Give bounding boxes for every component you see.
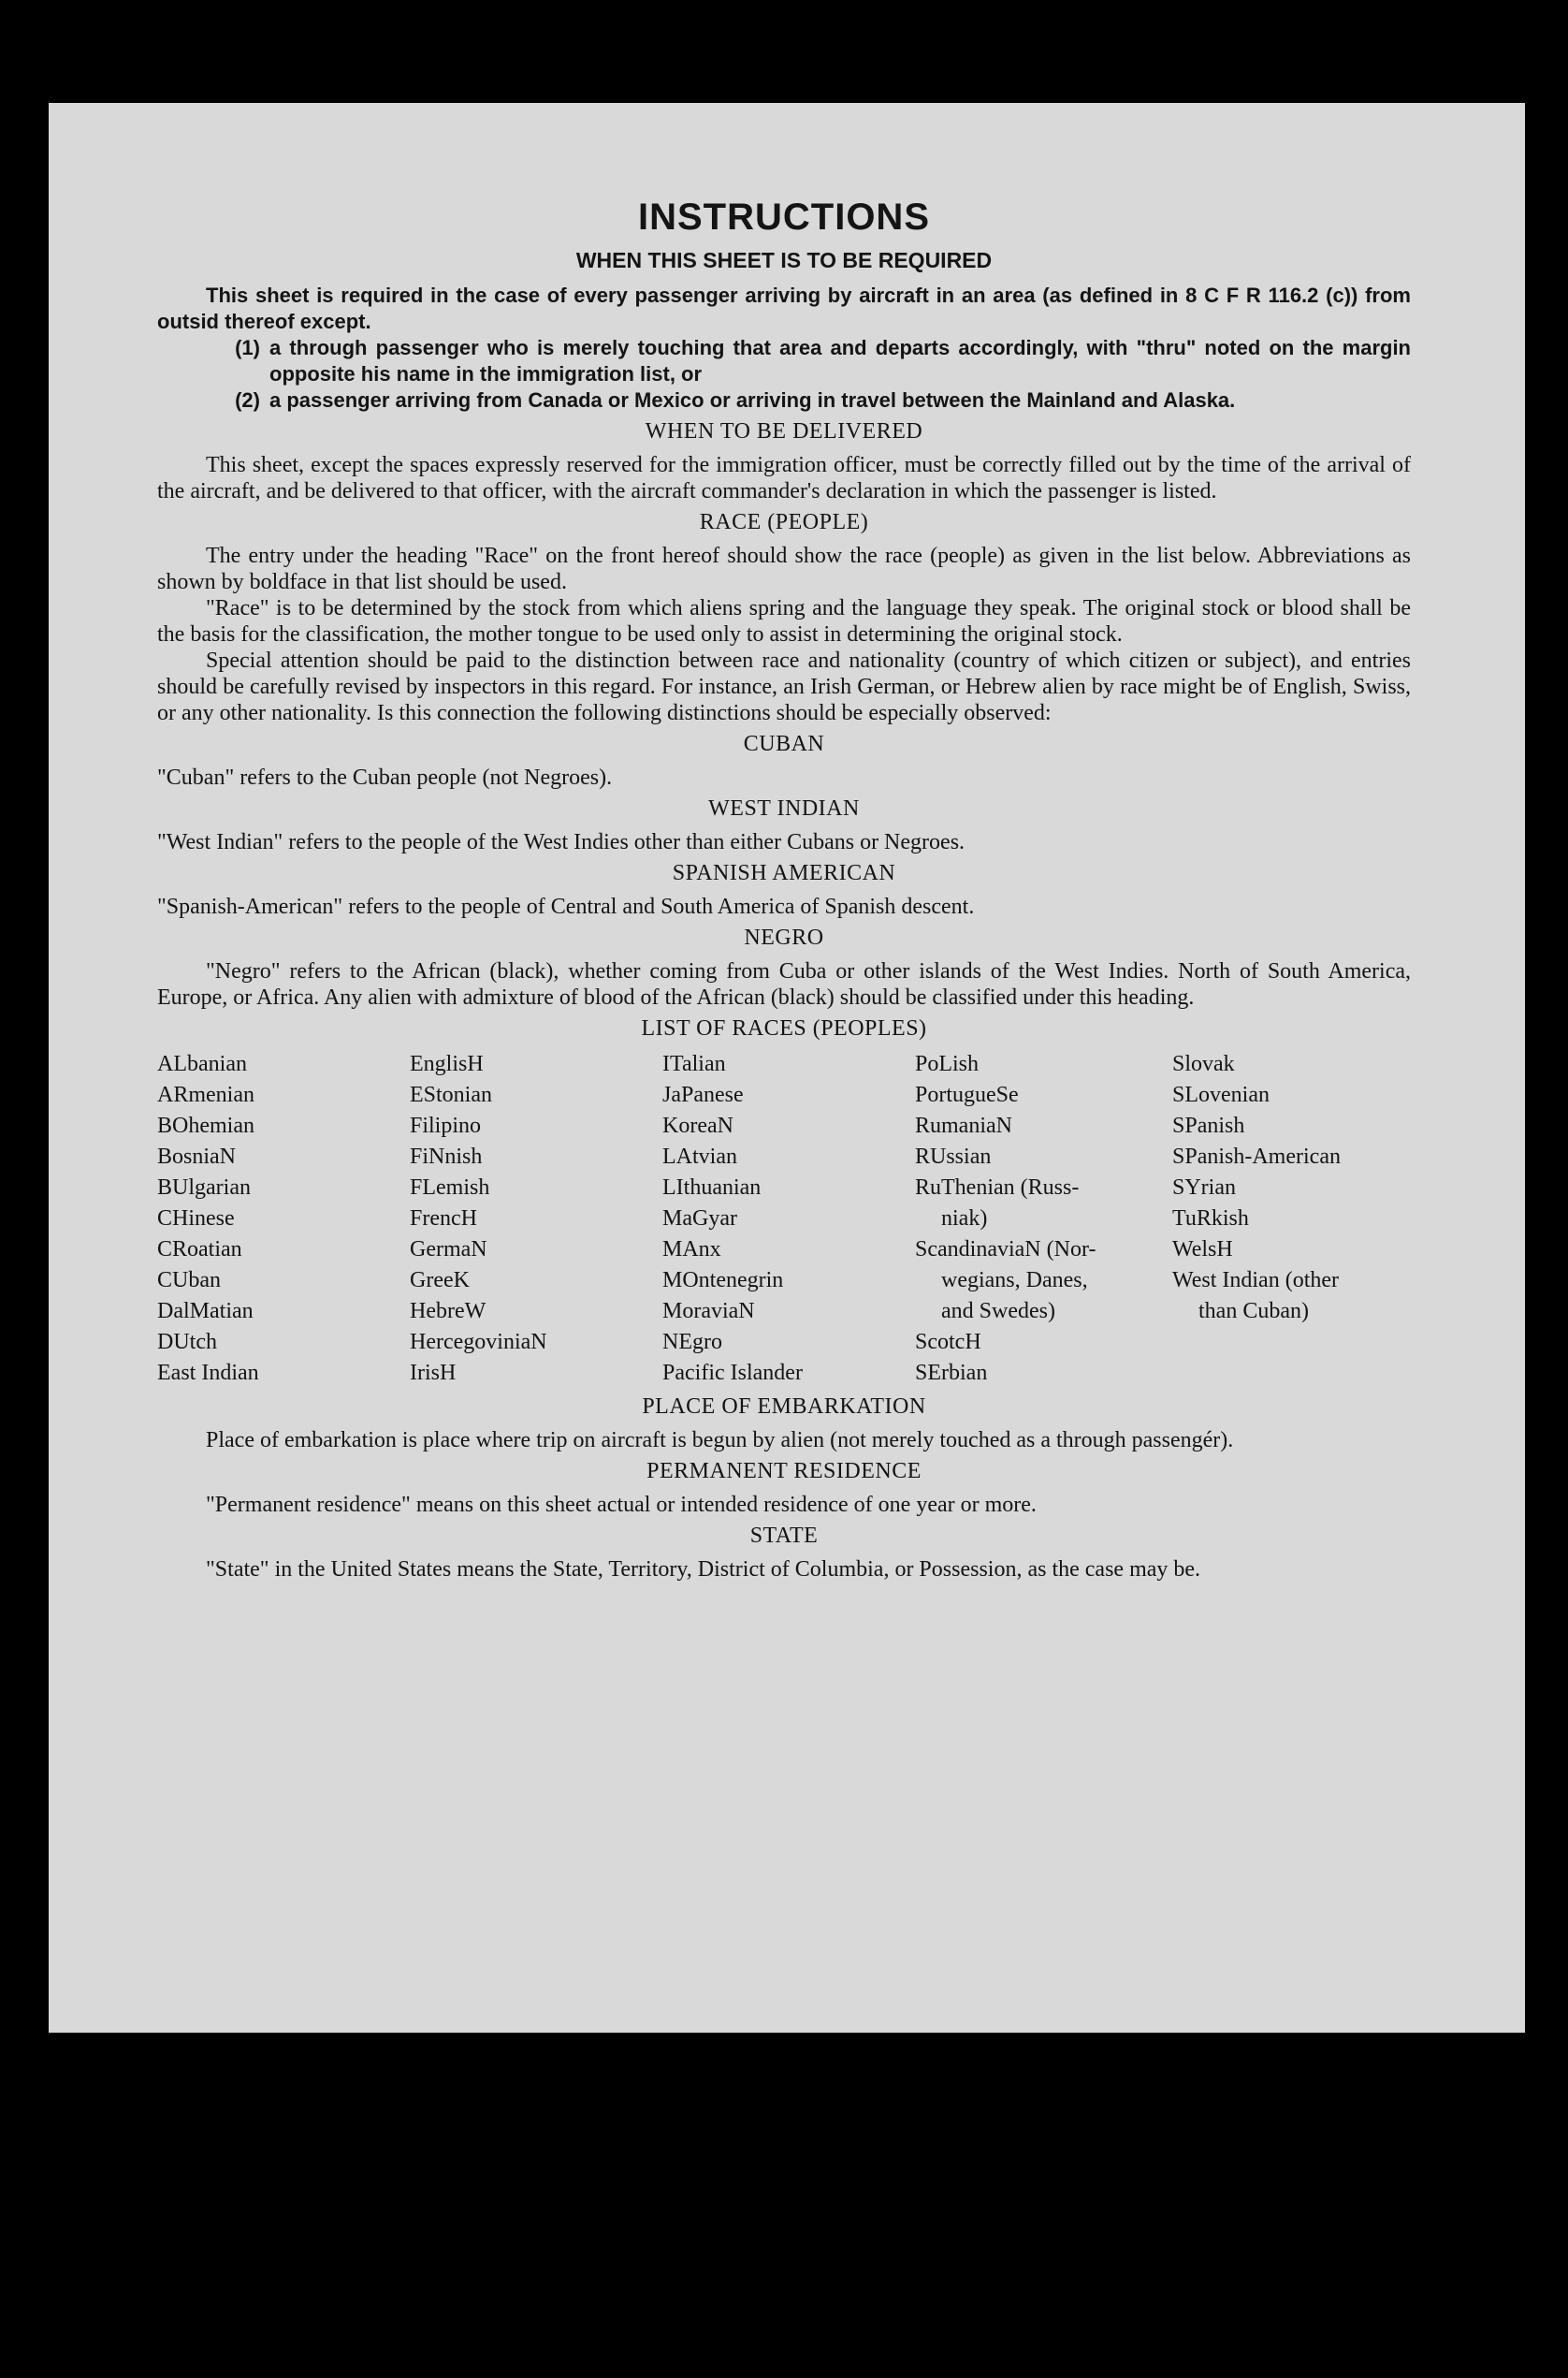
race-entry: SYrian xyxy=(1172,1175,1236,1200)
spanish-american-heading: SPANISH AMERICAN xyxy=(672,861,896,885)
race-entry: NEgro xyxy=(662,1330,722,1354)
race-entry: BosniaN xyxy=(157,1145,236,1169)
list-of-races-heading: LIST OF RACES (PEOPLES) xyxy=(641,1016,927,1041)
race-entry: FrencH xyxy=(410,1206,477,1231)
race-entry: LIthuanian xyxy=(662,1175,762,1200)
race-entry: BUlgarian xyxy=(157,1175,251,1200)
negro-heading: NEGRO xyxy=(744,926,824,950)
item-number: (2) xyxy=(235,388,260,412)
cuban-text: "Cuban" refers to the Cuban people (not Negroes). xyxy=(157,766,613,790)
race-entry: RumaniaN xyxy=(915,1114,1012,1138)
race-entry: SPanish-American xyxy=(1172,1145,1341,1169)
race-entry: RUssian xyxy=(915,1145,992,1169)
race-entry: CRoatian xyxy=(157,1237,242,1262)
race-entry-continued: than Cuban) xyxy=(1198,1299,1309,1323)
races-column xyxy=(410,1049,662,1389)
item-text: a through passenger who is merely touching that area and departs accordingly, with "thru" noted on the margin opposite his name in the immigration list, or xyxy=(269,336,1411,386)
race-entry: SErbian xyxy=(915,1361,988,1385)
race-entry: Pacific Islander xyxy=(662,1361,803,1385)
race-entry: BOhemian xyxy=(157,1114,254,1138)
race-entry: HercegoviniaN xyxy=(410,1330,547,1354)
instruction-sheet xyxy=(49,103,1525,2033)
race-entry: ScotcH xyxy=(915,1330,981,1354)
race-entry: GreeK xyxy=(410,1268,470,1292)
required-intro: This sheet is required in the case of every passenger arriving by aircraft in an area (as defined in 8 C F R 116.2 (c)) from outsid thereof except. xyxy=(157,284,1411,333)
race-entry: PortugueSe xyxy=(915,1083,1019,1107)
race-entry: EStonian xyxy=(410,1083,492,1107)
race-entry: DUtch xyxy=(157,1330,217,1354)
races-column xyxy=(1172,1049,1406,1389)
embarkation-heading: PLACE OF EMBARKATION xyxy=(642,1394,926,1419)
race-entry: East Indian xyxy=(157,1361,259,1385)
race-entry: ALbanian xyxy=(157,1052,247,1076)
race-entry: RuThenian (Russ- xyxy=(915,1175,1080,1200)
race-entry: GermaN xyxy=(410,1237,487,1262)
required-item-2 xyxy=(157,387,1411,414)
delivered-text: This sheet, except the spaces expressly reserved for the immigration officer, must be correctly filled out by the time of the arrival of the aircraft, and be delivered to that officer, with the aircraft commander's declaration in which the passenger is listed. xyxy=(157,453,1411,503)
races-list xyxy=(157,1049,1411,1389)
residence-heading: PERMANENT RESIDENCE xyxy=(646,1459,922,1483)
race-entry: TuRkish xyxy=(1172,1206,1249,1231)
race-entry: FLemish xyxy=(410,1175,490,1200)
required-heading: WHEN THIS SHEET IS TO BE REQUIRED xyxy=(575,248,993,272)
item-number: (1) xyxy=(235,336,260,359)
embarkation-text: Place of embarkation is place where trip on aircraft is begun by alien (not merely touched as a through passengér). xyxy=(206,1428,1234,1452)
race-heading: RACE (PEOPLE) xyxy=(699,510,869,534)
race-entry: West Indian (other xyxy=(1172,1268,1340,1292)
delivered-heading: WHEN TO BE DELIVERED xyxy=(645,419,923,444)
race-entry: WelsH xyxy=(1172,1237,1233,1262)
race-entry: ScandinaviaN (Nor- xyxy=(915,1237,1096,1262)
west-indian-heading: WEST INDIAN xyxy=(708,796,860,821)
race-paragraph: "Race" is to be determined by the stock from which aliens spring and the language they speak. The original stock or blood shall be the basis for the classification, the mother tongue to be used only to assist in determining the original stock. xyxy=(157,596,1411,647)
race-entry: PoLish xyxy=(915,1052,980,1076)
race-entry: Slovak xyxy=(1172,1052,1235,1076)
race-entry: ARmenian xyxy=(157,1083,254,1107)
race-entry: JaPanese xyxy=(662,1083,744,1107)
race-entry: MoraviaN xyxy=(662,1299,755,1323)
race-entry: SPanish xyxy=(1172,1114,1245,1138)
race-entry: ITalian xyxy=(662,1052,726,1076)
race-paragraph: Special attention should be paid to the distinction between race and nationality (country of which citizen or subject), and entries should be carefully revised by inspectors in this regard. For instance, an Irish German, or Hebrew alien by race might be of English, Swiss, or any other nationality. Is this connection the following distinctions should be especially observed: xyxy=(157,649,1411,725)
race-entry: HebreW xyxy=(410,1299,486,1323)
west-indian-text: "West Indian" refers to the people of the West Indies other than either Cubans or Negroes. xyxy=(157,830,965,854)
race-entry: MAnx xyxy=(662,1237,721,1262)
required-item-1 xyxy=(157,335,1411,387)
race-entry: CUban xyxy=(157,1268,221,1292)
race-entry-continued: wegians, Danes, xyxy=(941,1268,1088,1292)
race-entry: LAtvian xyxy=(662,1145,737,1169)
race-entry: MOntenegrin xyxy=(662,1268,784,1292)
races-column xyxy=(915,1049,1172,1389)
spanish-american-text: "Spanish-American" refers to the people of Central and South America of Spanish descent. xyxy=(157,895,975,919)
race-entry: KoreaN xyxy=(662,1114,733,1138)
race-entry: DalMatian xyxy=(157,1299,254,1323)
negro-text: "Negro" refers to the African (black), whether coming from Cuba or other islands of the West Indies. North of South America, Europe, or Africa. Any alien with admixture of blood of the African (black) should be classified under this heading. xyxy=(157,959,1411,1010)
state-heading: STATE xyxy=(749,1524,819,1548)
race-entry: EnglisH xyxy=(410,1052,484,1076)
residence-text: "Permanent residence" means on this sheet actual or intended residence of one year or more. xyxy=(206,1493,1037,1517)
race-entry: FiNnish xyxy=(410,1145,483,1169)
page-title: INSTRUCTIONS xyxy=(638,197,930,238)
item-text: a passenger arriving from Canada or Mexico or arriving in travel between the Mainland and Alaska. xyxy=(269,388,1236,412)
state-text: "State" in the United States means the State, Territory, District of Columbia, or Possession, as the case may be. xyxy=(206,1557,1201,1582)
race-entry: CHinese xyxy=(157,1206,235,1231)
cuban-heading: CUBAN xyxy=(743,732,825,756)
race-entry: SLovenian xyxy=(1172,1083,1270,1107)
races-column xyxy=(662,1049,915,1389)
race-entry: Filipino xyxy=(410,1114,482,1138)
races-column xyxy=(157,1049,410,1389)
race-entry: MaGyar xyxy=(662,1206,737,1231)
race-entry-continued: and Swedes) xyxy=(941,1299,1055,1323)
race-entry: IrisH xyxy=(410,1361,457,1385)
race-paragraph: The entry under the heading "Race" on the front hereof should show the race (people) as given in the list below. Abbreviations as shown by boldface in that list should be used. xyxy=(157,544,1411,594)
race-entry-continued: niak) xyxy=(941,1206,988,1231)
